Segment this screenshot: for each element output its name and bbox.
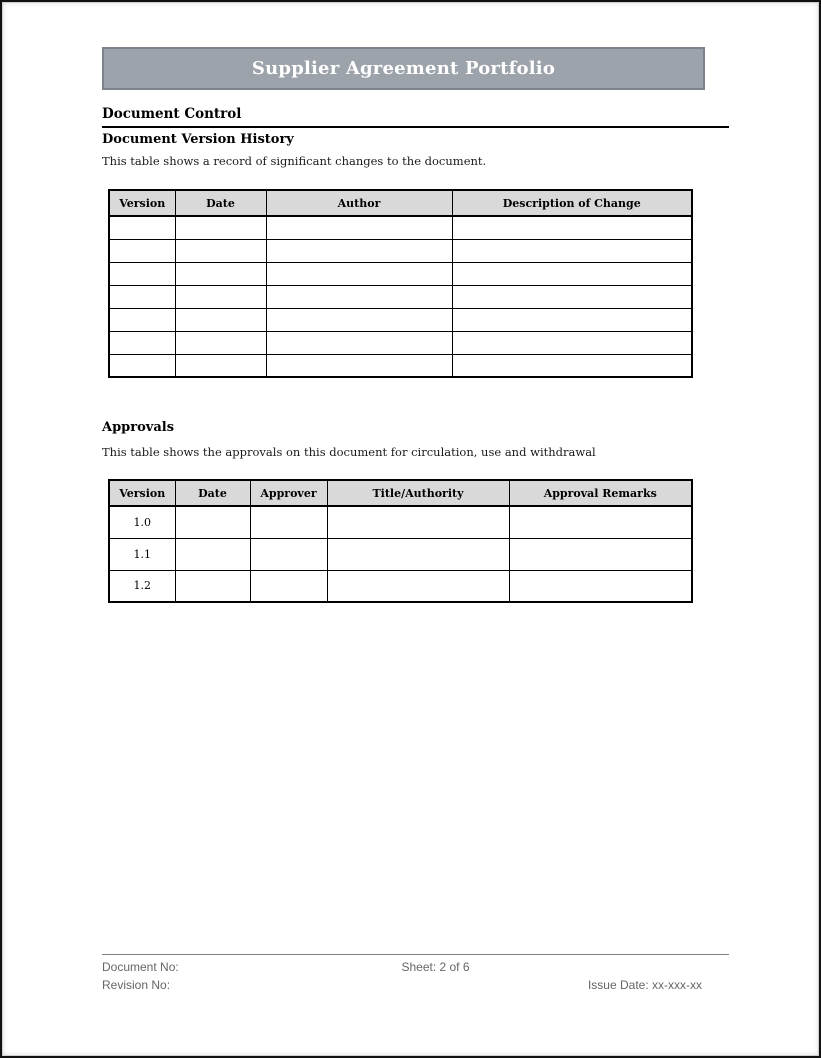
table-cell (327, 570, 509, 602)
column-header: Author (266, 190, 452, 216)
footer-row-2 (102, 976, 729, 994)
table-cell (266, 308, 452, 331)
document-title: Supplier Agreement Portfolio (251, 58, 556, 79)
column-header: Approval Remarks (509, 480, 692, 506)
table-cell (452, 354, 692, 377)
table-cell (266, 331, 452, 354)
table-row (109, 308, 692, 331)
table-cell (109, 216, 175, 239)
table-cell (250, 506, 327, 538)
table-cell (452, 308, 692, 331)
table-cell (175, 216, 266, 239)
table-cell (266, 262, 452, 285)
table-row (109, 285, 692, 308)
table-cell (250, 538, 327, 570)
table-cell (452, 239, 692, 262)
document-no-label: Document No: (102, 960, 179, 974)
column-header: Approver (250, 480, 327, 506)
table-cell: 1.1 (109, 538, 175, 570)
subsection-heading-version-history: Document Version History (102, 132, 294, 147)
table-cell (109, 239, 175, 262)
table-cell: 1.0 (109, 506, 175, 538)
table-cell (175, 239, 266, 262)
table-cell (175, 308, 266, 331)
table-cell (452, 285, 692, 308)
column-header: Date (175, 480, 250, 506)
table-cell (109, 331, 175, 354)
version-history-table (108, 189, 693, 378)
issue-date-label: Issue Date: xx-xxx-xx (587, 978, 702, 992)
column-header: Date (175, 190, 266, 216)
approvals-table (108, 479, 693, 603)
table-cell (175, 354, 266, 377)
table-cell (509, 570, 692, 602)
table-cell (327, 538, 509, 570)
title-banner (102, 47, 705, 90)
table-row (109, 570, 692, 602)
table-cell (266, 216, 452, 239)
table-cell (509, 538, 692, 570)
table-cell (109, 285, 175, 308)
table-cell (452, 216, 692, 239)
table-cell (266, 285, 452, 308)
version-history-description: This table shows a record of significant changes to the document. (102, 154, 487, 168)
table-cell (175, 506, 250, 538)
column-header: Version (109, 480, 175, 506)
table-row (109, 331, 692, 354)
sheet-number-label: Sheet: 2 of 6 (401, 960, 470, 974)
table-cell (175, 570, 250, 602)
column-header: Title/Authority (327, 480, 509, 506)
table-row (109, 239, 692, 262)
column-header: Description of Change (452, 190, 692, 216)
table-cell (175, 538, 250, 570)
table-cell (452, 331, 692, 354)
table-row (109, 538, 692, 570)
subsection-heading-approvals: Approvals (102, 420, 175, 435)
table-row (109, 506, 692, 538)
section-heading-document-control: Document Control (102, 106, 729, 128)
table-header-row (109, 480, 692, 506)
table-cell (250, 570, 327, 602)
approvals-description: This table shows the approvals on this document for circulation, use and withdrawal (102, 445, 596, 459)
revision-no-label: Revision No: (102, 978, 171, 992)
table-row (109, 216, 692, 239)
table-cell (175, 262, 266, 285)
table-cell (175, 331, 266, 354)
table-cell (175, 285, 266, 308)
table-row (109, 354, 692, 377)
table-cell (266, 354, 452, 377)
footer-row-1 (102, 958, 729, 976)
table-cell (509, 506, 692, 538)
table-cell (266, 239, 452, 262)
column-header: Version (109, 190, 175, 216)
table-cell (109, 262, 175, 285)
page-footer (102, 954, 729, 994)
table-cell: 1.2 (109, 570, 175, 602)
table-row (109, 262, 692, 285)
table-cell (109, 354, 175, 377)
table-header-row (109, 190, 692, 216)
table-cell (109, 308, 175, 331)
table-cell (327, 506, 509, 538)
table-cell (452, 262, 692, 285)
